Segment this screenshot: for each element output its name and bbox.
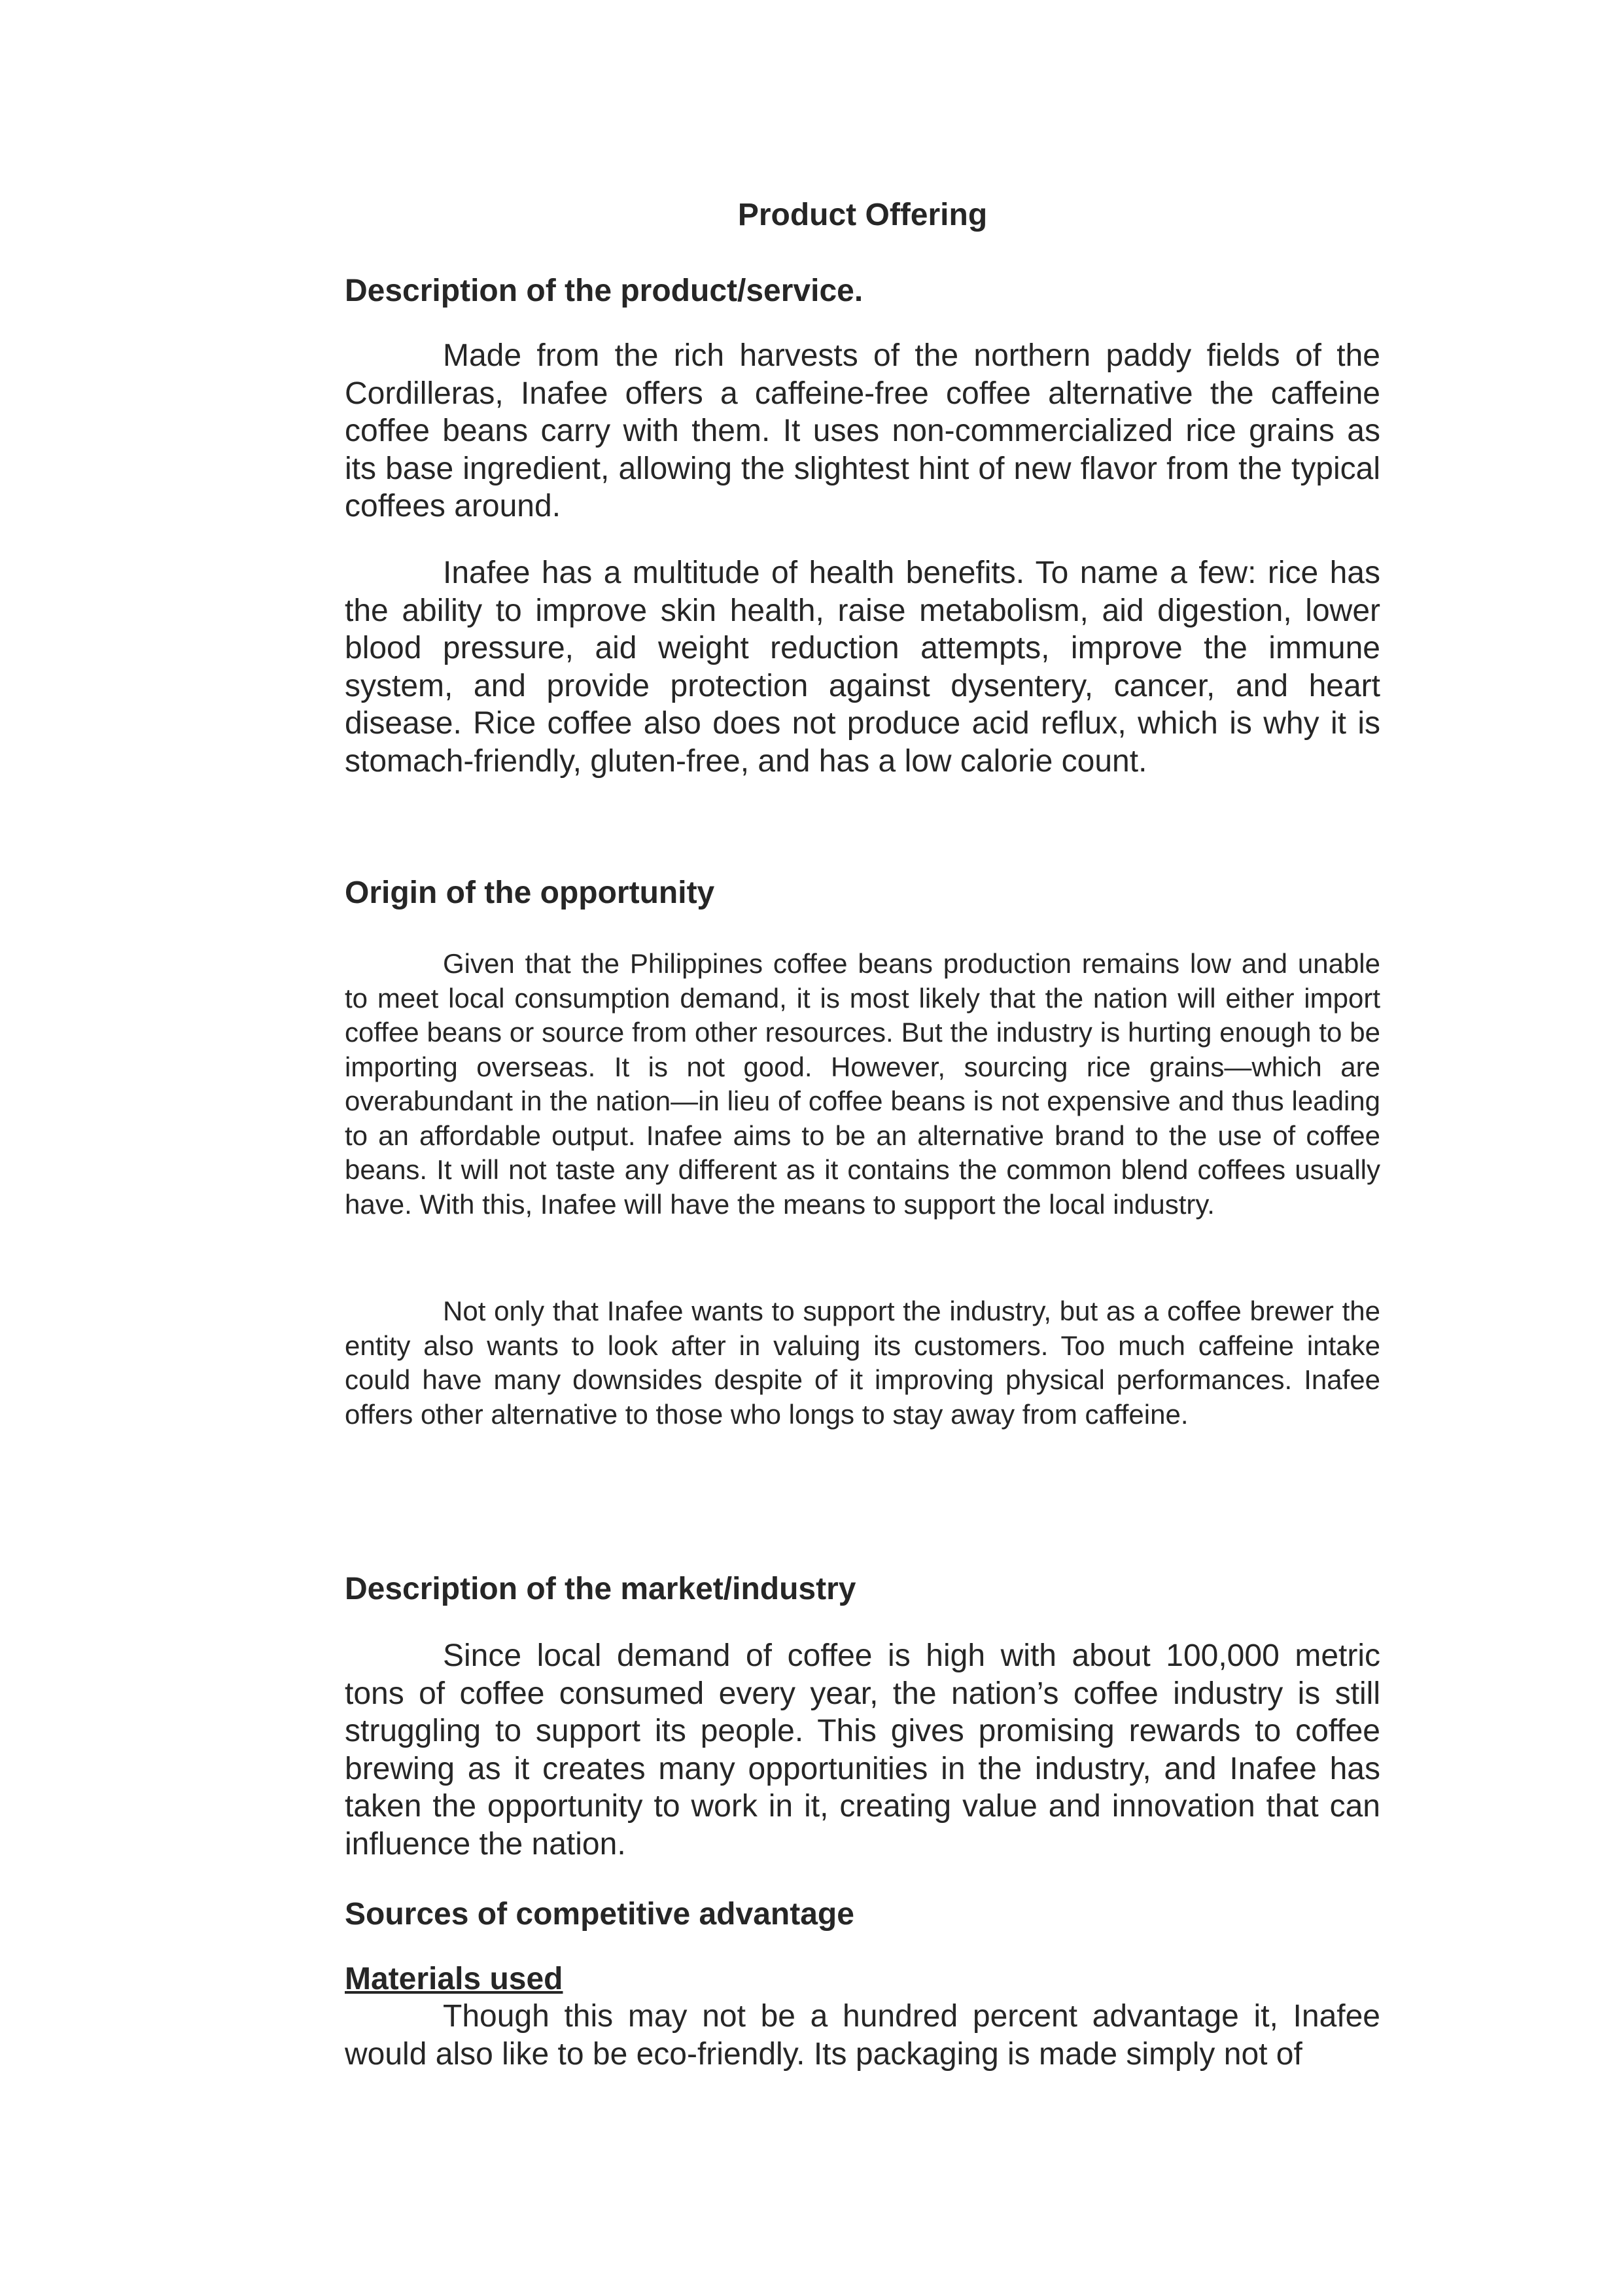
section-heading-market: Description of the market/industry	[345, 1572, 856, 1606]
paragraph-competitive-1: Though this may not be a hundred percent advantage it, Inafee would also like to be eco-friendly. Its packaging is made simply not of	[345, 1999, 1380, 2072]
paragraph-market-1: Since local demand of coffee is high with about 100,000 metric tons of coffee consumed every year, the nation’s coffee industry is still struggling to support its people. This gives promising rewards to coffee brewing as it creates many opportunities in the industry, and Inafee has taken the opportunity to work in it, creating value and innovation that can influence the nation.	[345, 1638, 1380, 1862]
page-title: Product Offering	[737, 198, 988, 232]
paragraph-origin-1: Given that the Philippines coffee beans production remains low and unable to meet local consumption demand, it is most likely that the nation will either import coffee beans or source from other resources. But the industry is hurting enough to be importing overseas. It is not good. However, sourcing rice grains—which are overabundant in the nation—in lieu of coffee beans is not expensive and thus leading to an affordable output. Inafee aims to be an alternative brand to the use of coffee beans. It will not taste any different as it contains the common blend coffees usually have. With this, Inafee will have the means to support the local industry.	[345, 948, 1380, 1220]
section-heading-competitive-advantage: Sources of competitive advantage	[345, 1897, 854, 1932]
paragraph-product-description-1: Made from the rich harvests of the northern paddy fields of the Cordilleras, Inafee offers a caffeine-free coffee alternative the caffeine coffee beans carry with them. It uses non-commercialized rice grains as its base ingredient, allowing the slightest hint of new flavor from the typical coffees around.	[345, 338, 1380, 523]
paragraph-origin-2: Not only that Inafee wants to support the industry, but as a coffee brewer the entity also wants to look after in valuing its customers. Too much caffeine intake could have many downsides despite of it improving physical performances. Inafee offers other alternative to those who longs to stay away from caffeine.	[345, 1296, 1380, 1430]
section-heading-product-description: Description of the product/service.	[345, 274, 864, 308]
subheading-materials-used: Materials used	[345, 1962, 563, 1996]
section-heading-origin: Origin of the opportunity	[345, 875, 715, 910]
paragraph-product-description-2: Inafee has a multitude of health benefits. To name a few: rice has the ability to improve skin health, raise metabolism, aid digestion, lower blood pressure, aid weight reduction attempts, improve the immune system, and provide protection against dysentery, cancer, and heart disease. Rice coffee also does not produce acid reflux, which is why it is stomach-friendly, gluten-free, and has a low calorie count.	[345, 556, 1380, 779]
